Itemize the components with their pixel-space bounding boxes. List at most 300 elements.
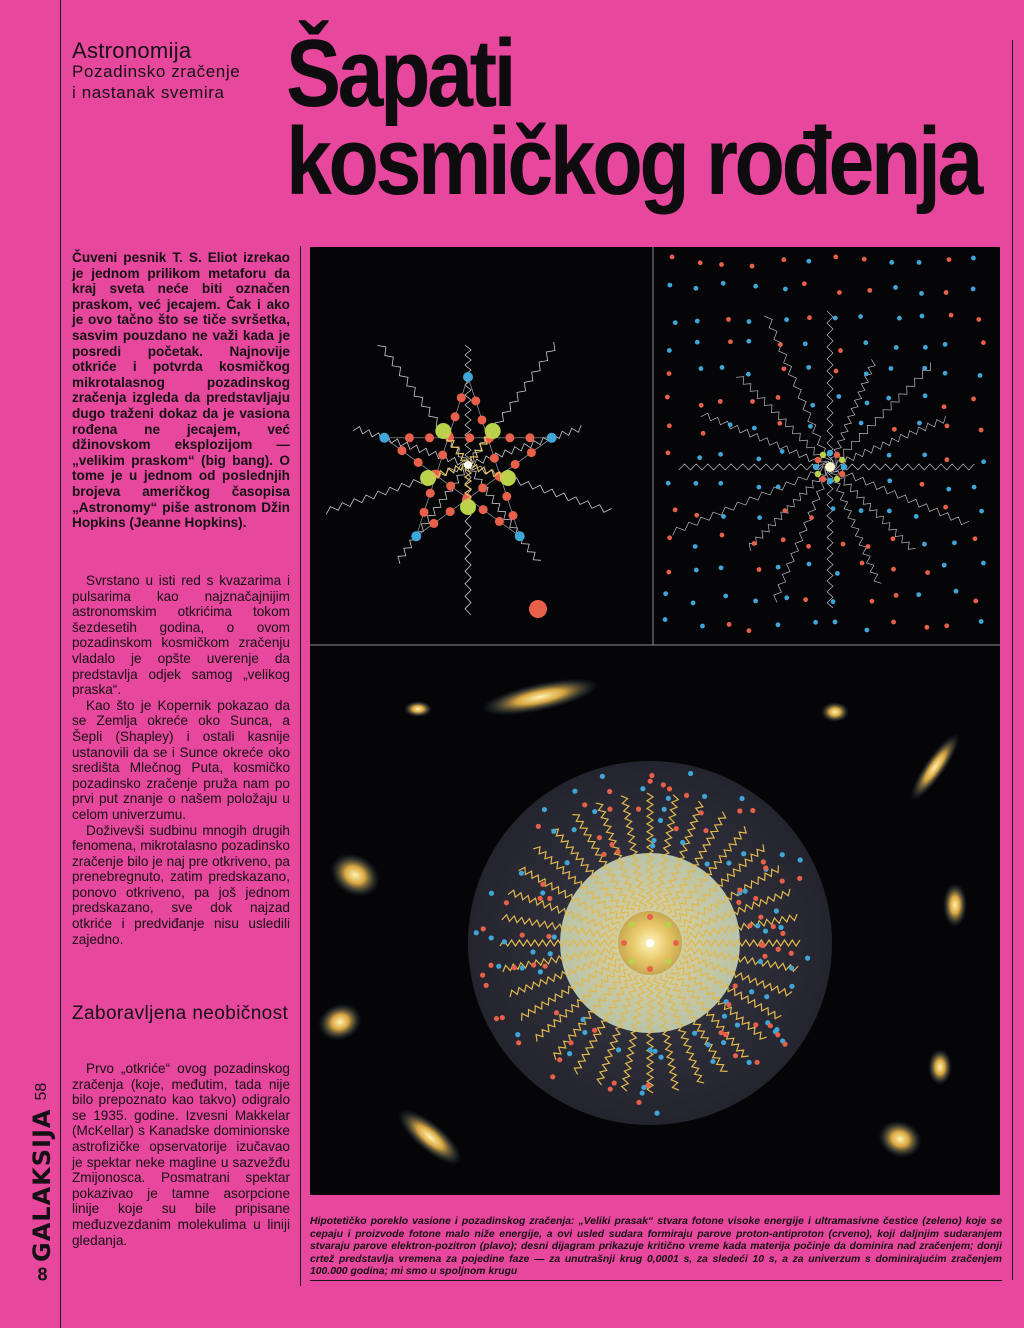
scatter-particle xyxy=(701,431,706,436)
outer-particle xyxy=(548,951,553,956)
scatter-particle xyxy=(747,319,752,324)
outer-particle xyxy=(650,843,655,848)
scatter-particle xyxy=(864,628,869,633)
scatter-particle xyxy=(694,568,699,573)
outer-particle xyxy=(737,808,742,813)
scatter-particle xyxy=(728,422,733,427)
scatter-particle xyxy=(699,403,704,408)
scatter-particle xyxy=(886,396,891,401)
cluster-particle xyxy=(815,457,821,463)
outer-particle xyxy=(688,771,693,776)
red-particle xyxy=(471,396,480,405)
scatter-particle xyxy=(889,366,894,371)
scatter-particle xyxy=(728,339,733,344)
outer-particle xyxy=(789,951,794,956)
outer-particle xyxy=(640,786,645,791)
red-particle xyxy=(438,451,447,460)
scatter-particle xyxy=(923,345,928,350)
cluster-particle xyxy=(827,478,833,484)
scatter-particle xyxy=(833,316,838,321)
outer-particle xyxy=(750,808,755,813)
scatter-particle xyxy=(784,595,789,600)
outer-particle xyxy=(658,818,663,823)
red-particle xyxy=(420,508,429,517)
outer-particle xyxy=(612,1080,617,1085)
scatter-particle xyxy=(694,513,699,518)
outer-particle xyxy=(658,1055,663,1060)
scatter-particle xyxy=(663,591,668,596)
scatter-particle xyxy=(782,508,787,513)
outer-particle xyxy=(764,994,769,999)
scatter-particle xyxy=(894,345,899,350)
outer-particle xyxy=(654,1111,659,1116)
outer-particle xyxy=(551,829,556,834)
outer-particle xyxy=(489,891,494,896)
scatter-particle xyxy=(721,281,726,286)
red-particle xyxy=(405,433,414,442)
outer-particle xyxy=(536,824,541,829)
inner-particle xyxy=(647,966,653,972)
center-flash xyxy=(646,939,654,947)
scatter-particle xyxy=(893,285,898,290)
scatter-particle xyxy=(862,257,867,262)
outer-particle xyxy=(703,828,708,833)
scatter-particle xyxy=(870,599,875,604)
scatter-particle xyxy=(667,423,672,428)
scatter-particle xyxy=(667,283,672,288)
outer-particle xyxy=(726,1002,731,1007)
outer-particle xyxy=(607,789,612,794)
red-particle xyxy=(446,482,455,491)
section-kicker xyxy=(72,40,282,103)
red-particle xyxy=(446,507,455,516)
scatter-particle xyxy=(981,561,986,566)
red-particle xyxy=(479,505,488,514)
scatter-particle xyxy=(889,260,894,265)
section-label: Astronomija xyxy=(72,38,192,63)
outer-particle xyxy=(739,796,744,801)
red-particle xyxy=(451,412,460,421)
galaxy-icon xyxy=(821,702,849,722)
outer-particle xyxy=(762,954,767,959)
outer-particle xyxy=(699,810,704,815)
kicker-line-2: Pozadinsko zračenje xyxy=(72,62,241,81)
scatter-particle xyxy=(858,314,863,319)
panel-universe-circles xyxy=(468,761,832,1125)
scatter-particle xyxy=(723,594,728,599)
outer-particle xyxy=(565,860,570,865)
scatter-particle xyxy=(971,287,976,292)
red-particle xyxy=(457,393,466,402)
outer-particle xyxy=(710,1059,715,1064)
scatter-particle xyxy=(665,395,670,400)
cluster-particle xyxy=(839,457,845,463)
scatter-particle xyxy=(971,397,976,402)
outer-particle xyxy=(494,1016,499,1021)
outer-particle xyxy=(582,802,587,807)
paragraph: Svrstano u isti red s kvazarima i pulsarima kao najznačajnijim astronomskim otkrićima tokom šezdesetih godina, o ovom pozadinskom kosmičkom zračenju vladalo je opšte uverenje da predstavlja odjek samog „velikog praska“. xyxy=(72,573,290,698)
scatter-particle xyxy=(698,260,703,265)
red-particle xyxy=(505,433,514,442)
scatter-particle xyxy=(860,561,865,566)
scatter-particle xyxy=(833,620,838,625)
scatter-particle xyxy=(691,600,696,605)
outer-particle xyxy=(743,889,748,894)
red-particle xyxy=(414,458,423,467)
outer-particle xyxy=(789,965,794,970)
scatter-particle xyxy=(810,403,815,408)
outer-particle xyxy=(651,838,656,843)
outer-particle xyxy=(705,861,710,866)
scatter-particle xyxy=(776,622,781,627)
scatter-particle xyxy=(946,487,951,492)
scatter-particle xyxy=(919,291,924,296)
scatter-particle xyxy=(971,256,976,261)
scatter-particle xyxy=(747,628,752,633)
outer-particle xyxy=(480,973,485,978)
scatter-particle xyxy=(782,366,787,371)
outer-particle xyxy=(519,871,524,876)
outer-particle xyxy=(736,900,741,905)
outer-particle xyxy=(763,865,768,870)
scatter-particle xyxy=(917,260,922,265)
outer-particle xyxy=(780,878,785,883)
scatter-particle xyxy=(972,485,977,490)
scatter-particle xyxy=(693,481,698,486)
red-particle xyxy=(509,511,518,520)
outer-particle xyxy=(680,840,685,845)
page-title xyxy=(286,20,980,215)
scatter-particle xyxy=(807,315,812,320)
scatter-particle xyxy=(894,593,899,598)
scatter-particle xyxy=(667,371,672,376)
scatter-particle xyxy=(923,393,928,398)
scatter-particle xyxy=(947,257,952,262)
scatter-particle xyxy=(700,624,705,629)
outer-particle xyxy=(754,1060,759,1065)
scatter-particle xyxy=(981,340,986,345)
scatter-particle xyxy=(920,482,925,487)
scatter-particle xyxy=(922,452,927,457)
scatter-particle xyxy=(746,339,751,344)
scatter-particle xyxy=(924,625,929,630)
outer-particle xyxy=(592,809,597,814)
green-particle xyxy=(420,470,436,486)
red-particle xyxy=(465,433,474,442)
title-line-2: kosmičkog rođenja xyxy=(286,108,980,215)
body-text-1 xyxy=(72,573,290,947)
scatter-particle xyxy=(859,508,864,513)
cluster-particle xyxy=(815,471,821,477)
scatter-particle xyxy=(756,457,761,462)
outer-particle xyxy=(774,908,779,913)
scatter-particle xyxy=(920,314,925,319)
scatter-particle xyxy=(721,514,726,519)
outer-particle xyxy=(776,947,781,952)
outer-particle xyxy=(758,959,763,964)
cluster-particle xyxy=(813,464,819,470)
scatter-particle xyxy=(699,366,704,371)
outer-particle xyxy=(805,956,810,961)
outer-particle xyxy=(538,896,543,901)
scatter-particle xyxy=(670,254,675,259)
outer-particle xyxy=(496,964,501,969)
outer-particle xyxy=(667,786,672,791)
scatter-particle xyxy=(943,371,948,376)
outer-particle xyxy=(780,852,785,857)
scatter-particle xyxy=(776,484,781,489)
scatter-particle xyxy=(922,542,927,547)
outer-particle xyxy=(649,773,654,778)
inner-particle xyxy=(621,940,627,946)
paragraph: Doživevši sudbinu mnogih drugih fenomena, mikrotalasno pozadinsko zračenje bilo je naj pre otkriveno, pa prenebregnuto, zatim predskazano, ponovo otkriveno, pa još jednom predskazano, sve dok najzad otkriće i predviđanje nisu usledili zajedno. xyxy=(72,822,290,947)
scatter-particle xyxy=(925,570,930,575)
intro-paragraph: Čuveni pesnik T. S. Eliot izrekao je jednom prilikom metaforu da kraj sveta neće biti označen praskom, već jecajem. Čak i ako je ovo tačno što se tiče svršetka, sasvim pouzdano ne važi kada je posredi početak. Najnovije otkriće i potvrda kosmičkog mikrotalasnog pozadinskog zračenja izgleda da predstavljaju dugo traženi dokaz da je vasiona rođena ne jecajem, već džinovskom eksplozijom — „velikim praskom“ (big bang). O tome je u jednom od poslednjih brojeva američkog časopisa „Astronomy“ piše astronom Džin Hopkins (Jeanne Hopkins). xyxy=(72,250,290,531)
scatter-particle xyxy=(833,255,838,260)
inner-particle xyxy=(665,922,671,928)
outer-particle xyxy=(520,965,525,970)
scatter-particle xyxy=(887,509,892,514)
scatter-particle xyxy=(666,481,671,486)
outer-particle xyxy=(753,896,758,901)
outer-particle xyxy=(761,859,766,864)
scatter-particle xyxy=(897,316,902,321)
scatter-particle xyxy=(666,570,671,575)
scatter-particle xyxy=(837,290,842,295)
scatter-particle xyxy=(943,505,948,510)
outer-particle xyxy=(666,796,671,801)
outer-particle xyxy=(582,1030,587,1035)
galaxy-icon xyxy=(404,701,432,717)
scatter-particle xyxy=(802,281,807,286)
scatter-particle xyxy=(838,348,843,353)
outer-particle xyxy=(609,842,614,847)
scatter-particle xyxy=(914,514,919,519)
scatter-particle xyxy=(693,286,698,291)
magazine-logo: GALAKSIJA xyxy=(28,1108,56,1262)
outer-particle xyxy=(797,876,802,881)
scatter-particle xyxy=(750,264,755,269)
outer-particle xyxy=(500,1015,505,1020)
cluster-particle xyxy=(827,450,833,456)
outer-particle xyxy=(748,923,753,928)
outer-particle xyxy=(531,962,536,967)
inner-particle xyxy=(673,940,679,946)
scatter-particle xyxy=(944,623,949,628)
cluster-particle xyxy=(820,476,826,482)
outer-particle xyxy=(702,794,707,799)
scatter-particle xyxy=(808,424,813,429)
outer-particle xyxy=(592,1028,597,1033)
scatter-particle xyxy=(673,320,678,325)
outer-particle xyxy=(661,782,666,787)
outer-particle xyxy=(652,1049,657,1054)
scatter-particle xyxy=(718,481,723,486)
blue-particle xyxy=(411,531,421,541)
red-particle xyxy=(425,433,434,442)
scatter-particle xyxy=(867,288,872,293)
outer-particle xyxy=(547,896,552,901)
paragraph: Kao što je Kopernik pokazao da se Zemlja okreće oko Sunca, a Šepli (Shapley) i ostali kasnije ustanovili da se i Sunce okreće oko središta Mlečnog Puta, kosmičko pozadinsko zračenje pruža nam po prvi put znanje o našem položaju u celom univerzumu. xyxy=(72,697,290,822)
caption-rule xyxy=(310,1280,1002,1281)
outer-particle xyxy=(542,964,547,969)
cluster-particle xyxy=(839,471,845,477)
scatter-particle xyxy=(778,342,783,347)
outer-particle xyxy=(502,939,507,944)
scatter-particle xyxy=(834,369,839,374)
scatter-particle xyxy=(954,589,959,594)
body-text-2 xyxy=(72,1061,290,1248)
left-margin-rule xyxy=(60,0,61,1328)
outer-particle xyxy=(616,1047,621,1052)
outer-particle xyxy=(540,890,545,895)
outer-particle xyxy=(782,1042,787,1047)
paragraph: Prvo „otkriće“ ovog pozadinskog zračenja (koje, međutim, tada nije bilo prepoznato kao takvo) odigralo se 1935. godine. Izvesni Makkelar (McKellar) s Kanadske dominionske astrofizičke opservatorije izučavao je spektar neke magline u sazvežđu Zmijonosca. Posmatrani spektar pokazivao je tamne asorpcione linije koje su bile pripisane međuzvezdanim molekulima u liniji gledanja. xyxy=(72,1061,290,1248)
scatter-particle xyxy=(891,536,896,541)
outer-particle xyxy=(674,826,679,831)
scatter-particle xyxy=(922,366,927,371)
red-particle xyxy=(525,433,534,442)
inner-particle xyxy=(629,922,635,928)
scatter-particle xyxy=(973,536,978,541)
outer-particle xyxy=(542,807,547,812)
outer-particle xyxy=(775,1032,780,1037)
outer-particle xyxy=(597,835,602,840)
scatter-particle xyxy=(981,459,986,464)
scatter-particle xyxy=(781,257,786,262)
red-particle xyxy=(477,415,486,424)
outer-particle xyxy=(615,849,620,854)
scatter-particle xyxy=(718,399,723,404)
outer-particle xyxy=(723,1032,728,1037)
scatter-particle xyxy=(942,563,947,568)
outer-particle xyxy=(648,779,653,784)
outer-particle xyxy=(755,923,760,928)
outer-particle xyxy=(488,963,493,968)
outer-particle xyxy=(741,851,746,856)
outer-particle xyxy=(753,1022,758,1027)
scatter-particle xyxy=(917,421,922,426)
page-number: 8 xyxy=(36,1264,48,1285)
scatter-particle xyxy=(673,507,678,512)
scatter-particle xyxy=(887,478,892,483)
outer-particle xyxy=(780,931,785,936)
scatter-particle xyxy=(776,395,781,400)
scatter-particle xyxy=(757,515,762,520)
outer-particle xyxy=(735,1022,740,1027)
kicker-line-3: i nastanak svemira xyxy=(72,83,225,102)
outer-particle xyxy=(538,969,543,974)
outer-particle xyxy=(567,1051,572,1056)
scatter-particle xyxy=(776,565,781,570)
scatter-particle xyxy=(979,619,984,624)
scatter-particle xyxy=(943,342,948,347)
scatter-particle xyxy=(866,544,871,549)
scatter-particle xyxy=(806,365,811,370)
scatter-particle xyxy=(695,340,700,345)
red-particle xyxy=(502,492,511,501)
outer-particle xyxy=(768,1023,773,1028)
scatter-particle xyxy=(726,317,731,322)
outer-particle xyxy=(761,943,766,948)
outer-particle xyxy=(640,1090,645,1095)
red-particle xyxy=(478,483,487,492)
scatter-particle xyxy=(859,421,864,426)
scatter-particle xyxy=(666,450,671,455)
scatter-particle xyxy=(949,313,954,318)
red-particle xyxy=(495,517,504,526)
scatter-particle xyxy=(952,540,957,545)
outer-particle xyxy=(737,888,742,893)
outer-particle xyxy=(789,984,794,989)
red-particle xyxy=(511,460,520,469)
outer-particle xyxy=(481,926,486,931)
red-particle xyxy=(397,446,406,455)
cosmic-illustration xyxy=(310,247,1000,1195)
scatter-particle xyxy=(753,599,758,604)
scatter-particle xyxy=(892,427,897,432)
outer-particle xyxy=(568,1040,573,1045)
scatter-particle xyxy=(750,399,755,404)
red-particle xyxy=(527,448,536,457)
scatter-particle xyxy=(806,544,811,549)
scatter-particle xyxy=(753,284,758,289)
scatter-particle xyxy=(803,341,808,346)
outer-particle xyxy=(484,983,489,988)
outer-particle xyxy=(705,1042,710,1047)
outer-particle xyxy=(515,1032,520,1037)
center-flash xyxy=(464,461,472,469)
title-line-1: Šapati xyxy=(286,20,514,127)
scatter-particle xyxy=(781,537,786,542)
scatter-particle xyxy=(976,317,981,322)
scatter-particle xyxy=(803,597,808,602)
outer-particle xyxy=(516,1040,521,1045)
scatter-particle xyxy=(807,562,812,567)
outer-particle xyxy=(580,1017,585,1022)
blue-particle xyxy=(379,433,389,443)
outer-particle xyxy=(636,1100,641,1105)
scatter-particle xyxy=(836,394,841,399)
scatter-particle xyxy=(942,404,947,409)
cluster-particle xyxy=(820,452,826,458)
outer-particle xyxy=(474,930,479,935)
outer-particle xyxy=(572,827,577,832)
magazine-footer xyxy=(28,1020,56,1285)
scatter-particle xyxy=(978,373,983,378)
column-rule xyxy=(300,246,301,1286)
issue-number: 58 xyxy=(33,1082,50,1101)
outer-particle xyxy=(733,983,738,988)
green-particle xyxy=(485,423,501,439)
outer-particle xyxy=(636,807,641,812)
outer-particle xyxy=(648,1047,653,1052)
scatter-particle xyxy=(979,509,984,514)
scatter-particle xyxy=(719,565,724,570)
galaxy-icon xyxy=(943,883,967,927)
subheading: Zaboravljena neobičnost xyxy=(72,1003,289,1024)
outer-particle xyxy=(747,1060,752,1065)
outer-particle xyxy=(733,1053,738,1058)
figure-caption: Hipotetičko poreklo vasione i pozadinskog zračenja: „Veliki prasak“ stvara fotone visoke energije i ultramasivne čestice (zeleno) koje se cepaju i proizvode fotone malo niže energije, a ovi usled sudara formiraju parove proton-antiproton (crveno), koji daljnjim sudaranjem stvaraju parove elektron-pozitron (plavo); desni dijagram prikazuje kritično vreme kada materija počinje da dominira nad zračenjem; donji crtež predstavlja vremena za pojedine faze — za unutrašnji krug 0,0001 s, za sledeći 10 s, a za univerzum s dominirajućim zračenjem 100.000 godina; mi smo u spoljnom krugu xyxy=(310,1216,1002,1278)
scatter-particle xyxy=(944,290,949,295)
outer-particle xyxy=(763,928,768,933)
outer-particle xyxy=(504,900,509,905)
outer-particle xyxy=(530,949,535,954)
scatter-particle xyxy=(865,401,870,406)
scatter-particle xyxy=(783,287,788,292)
scatter-particle xyxy=(973,599,978,604)
